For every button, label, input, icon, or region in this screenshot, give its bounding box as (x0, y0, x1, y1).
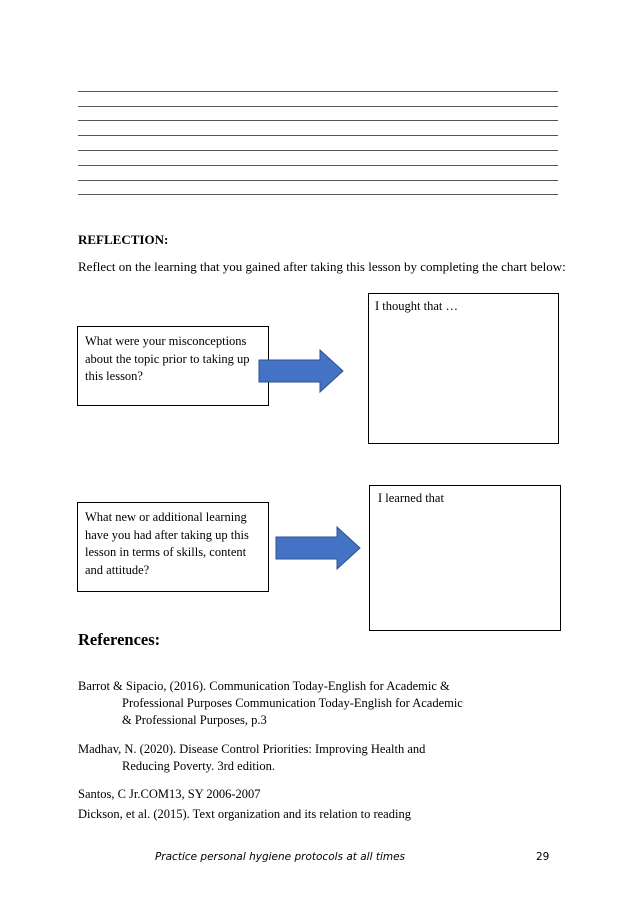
answer-line (78, 106, 558, 107)
thought-that-text: I thought that … (375, 299, 458, 313)
reference-line: Santos, C Jr.COM13, SY 2006-2007 (78, 787, 261, 801)
answer-line (78, 150, 558, 151)
reference-item (78, 678, 518, 729)
misconception-prompt-box (77, 326, 269, 406)
reference-line: Barrot & Sipacio, (2016). Communication Today-English for Academic & (78, 679, 450, 693)
reference-line: & Professional Purposes, p.3 (122, 713, 267, 727)
arrow-right-icon (275, 526, 361, 570)
answer-line (78, 135, 558, 136)
answer-line (78, 194, 558, 195)
reference-item (78, 806, 518, 823)
new-learning-prompt-text: What new or additional learning have you had after taking up this lesson in terms of skills, content and attitude? (85, 510, 249, 577)
reflection-heading: REFLECTION: (78, 232, 169, 247)
reflection-instruction: Reflect on the learning that you gained after taking this lesson by completing the chart below: (78, 259, 566, 274)
reference-line: Dickson, et al. (2015). Text organization and its relation to reading (78, 807, 411, 821)
reference-line: Reducing Poverty. 3rd edition. (122, 759, 275, 773)
reference-line: Madhav, N. (2020). Disease Control Priorities: Improving Health and (78, 742, 426, 756)
references-title: References: (78, 630, 161, 649)
learned-that-text: I learned that (378, 491, 444, 505)
thought-that-box[interactable] (368, 293, 559, 444)
footer-text: Practice personal hygiene protocols at all times (154, 851, 406, 863)
answer-line (78, 180, 558, 181)
answer-line (78, 165, 558, 166)
reference-item (78, 786, 518, 803)
arrow-right-icon (258, 349, 344, 393)
reference-item (78, 741, 518, 775)
answer-line (78, 91, 558, 92)
misconception-prompt-text: What were your misconceptions about the topic prior to taking up this lesson? (85, 334, 250, 383)
new-learning-prompt-box (77, 502, 269, 592)
reference-line: Professional Purposes Communication Today-English for Academic (122, 696, 463, 710)
answer-line (78, 120, 558, 121)
page-number: 29 (536, 851, 550, 863)
learned-that-box[interactable] (369, 485, 561, 631)
